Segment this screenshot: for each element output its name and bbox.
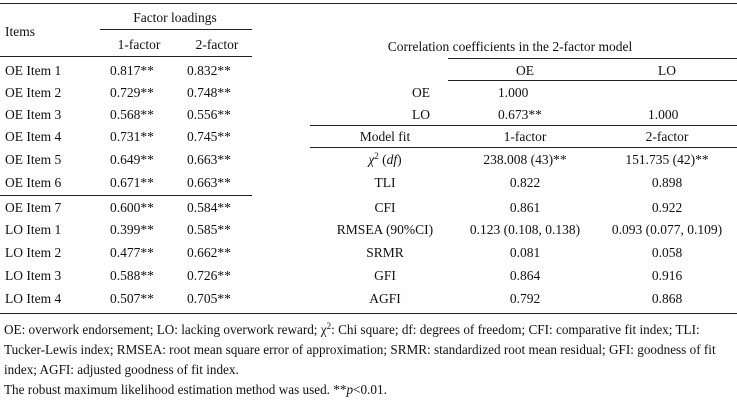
row-value-1factor: 0.649**	[110, 152, 154, 167]
fit-value-1factor: 0.861	[509, 200, 541, 215]
row-value-1factor: 0.671**	[110, 175, 154, 190]
fit-row-label: GFI	[374, 268, 396, 283]
chi-sup: 2	[374, 151, 379, 161]
fit-value-2factor: 0.058	[651, 245, 683, 260]
corr-col-oe: OE	[516, 63, 534, 78]
row-value-1factor: 0.399**	[110, 222, 154, 237]
row-value-2factor: 0.663**	[187, 175, 231, 190]
row-value-2factor: 0.748**	[187, 85, 231, 100]
row-value-1factor: 0.729**	[110, 85, 154, 100]
fit-row-label: TLI	[374, 175, 396, 190]
corr-value: 1.000	[498, 85, 529, 100]
row-label: OE Item 4	[5, 129, 62, 144]
chi-2factor: 151.735 (42)**	[625, 152, 709, 167]
row-label: OE Item 5	[5, 152, 62, 167]
corr-col-lo: LO	[658, 63, 676, 78]
chi-df: df	[386, 152, 398, 167]
fit-value-2factor: 0.898	[651, 175, 683, 190]
fit-row-label: RMSEA (90%CI)	[336, 222, 434, 237]
table-footnote	[4, 320, 734, 380]
row-value-2factor: 0.556**	[187, 107, 231, 122]
corr-value: 0.673**	[498, 107, 542, 122]
corr-row-label: OE	[412, 85, 430, 100]
row-value-2factor: 0.745**	[187, 129, 231, 144]
row-value-1factor: 0.731**	[110, 129, 154, 144]
fit-value-1factor: 0.822	[509, 175, 541, 190]
row-value-1factor: 0.817**	[110, 63, 154, 78]
row-label: LO Item 1	[5, 222, 62, 237]
correlation-header-rule	[448, 80, 737, 81]
row-label: OE Item 6	[5, 175, 62, 190]
fit-row-label: CFI	[374, 200, 396, 215]
footnote-abbrev-start: OE: overwork endorsement; LO: lacking overwork reward; χ	[4, 322, 327, 337]
row-value-2factor: 0.832**	[187, 63, 231, 78]
row-value-2factor: 0.726**	[187, 268, 231, 283]
chi-square-label: $\chi^2$ (df)	[368, 151, 402, 167]
left-header-rule	[0, 56, 252, 57]
col-1factor-header: 1-factor	[117, 37, 161, 52]
footnote-p: p	[346, 382, 354, 397]
correlation-title: Correlation coefficients in the 2-factor model	[387, 39, 633, 54]
fit-value-1factor: 0.123 (0.108, 0.138)	[469, 222, 581, 237]
row-value-2factor: 0.705**	[187, 291, 231, 306]
model-fit-col-2factor: 2-factor	[645, 129, 689, 144]
row-label: OE Item 3	[5, 107, 62, 122]
table-footnote-method	[4, 380, 734, 400]
fit-value-1factor: 0.864	[509, 268, 541, 283]
corr-row-label: LO	[412, 107, 430, 122]
col-2factor-header: 2-factor	[195, 37, 239, 52]
fit-row-label: SRMR	[366, 245, 404, 260]
fit-value-1factor: 0.081	[509, 245, 541, 260]
row-value-1factor: 0.477**	[110, 245, 154, 260]
chi-1factor: 238.008 (43)**	[483, 152, 567, 167]
row-label: OE Item 1	[5, 63, 62, 78]
footnote-method-text: The robust maximum likelihood estimation method was used. **	[4, 382, 347, 397]
factor-loadings-header: Factor loadings	[133, 10, 217, 25]
row-value-2factor: 0.662**	[187, 245, 231, 260]
fit-row-label: AGFI	[369, 291, 401, 306]
model-fit-header-rule	[310, 147, 737, 148]
top-rule	[0, 3, 737, 4]
bottom-rule	[0, 313, 737, 314]
row-label: LO Item 2	[5, 245, 62, 260]
row-value-2factor: 0.584**	[187, 200, 231, 215]
corr-value: 1.000	[648, 107, 679, 122]
fit-value-2factor: 0.868	[651, 291, 683, 306]
fit-value-2factor: 0.093 (0.077, 0.109)	[611, 222, 723, 237]
fit-value-2factor: 0.922	[651, 200, 683, 215]
footnote-abbrev-rest: : Chi square; df: degrees of freedom; CFI: comparative fit index; TLI: Tucker-Lewis index; RMSEA: root mean square error of approximation; SRMR: standardized root mean residual; GFI: goodness of fit index; AGFI: adjusted goodness of fit index.	[4, 322, 716, 377]
row-value-1factor: 0.568**	[110, 107, 154, 122]
footnote-threshold: <0.01.	[353, 382, 387, 397]
col-items-header: Items	[5, 24, 35, 39]
row-value-1factor: 0.507**	[110, 291, 154, 306]
row-label: OE Item 7	[5, 200, 62, 215]
left-divider-rule	[0, 195, 252, 196]
fit-value-1factor: 0.792	[509, 291, 541, 306]
model-fit-top-rule	[310, 125, 737, 126]
model-fit-col-1factor: 1-factor	[503, 129, 547, 144]
row-label: OE Item 2	[5, 85, 62, 100]
correlation-title-rule	[448, 58, 737, 59]
row-label: LO Item 3	[5, 268, 62, 283]
row-label: LO Item 4	[5, 291, 62, 306]
row-value-1factor: 0.600**	[110, 200, 154, 215]
row-value-2factor: 0.663**	[187, 152, 231, 167]
row-value-2factor: 0.585**	[187, 222, 231, 237]
chi-symbol: χ	[368, 152, 375, 167]
model-fit-header: Model fit	[359, 129, 411, 144]
factor-loadings-underline	[100, 29, 252, 30]
footnote-sup: 2	[326, 321, 332, 331]
fit-value-2factor: 0.916	[651, 268, 683, 283]
row-value-1factor: 0.588**	[110, 268, 154, 283]
